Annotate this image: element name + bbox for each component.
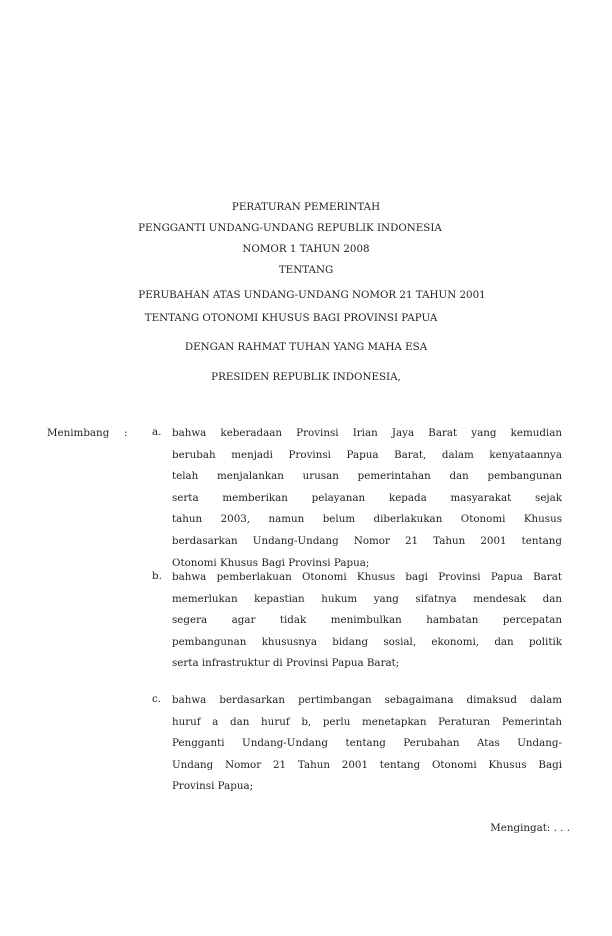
continuation-text: Mengingat: . . . xyxy=(490,822,570,834)
item-text-line: pembangunan khususnya bidang sosial, ekonomi, dan politik xyxy=(172,635,562,648)
item-text-line: Provinsi Papua; xyxy=(172,780,254,793)
title-line: TENTANG xyxy=(278,264,334,276)
title-line: PERUBAHAN ATAS UNDANG-UNDANG NOMOR 21 TAHUN 2001 xyxy=(138,289,486,301)
item-text-line: bahwa keberadaan Provinsi Irian Jaya Barat yang kemudian xyxy=(172,427,562,439)
considering-item xyxy=(152,570,562,678)
item-text-line: tahun 2003, namun belum diberlakukan Otonomi Khusus xyxy=(172,513,562,526)
item-text-line: segera agar tidak menimbulkan hambatan percepatan xyxy=(172,614,562,627)
invocation: DENGAN RAHMAT TUHAN YANG MAHA ESA xyxy=(184,341,428,353)
considering-colon: : xyxy=(124,427,128,439)
president-line: PRESIDEN REPUBLIK INDONESIA, xyxy=(211,371,401,383)
item-text-line: Otonomi Khusus Bagi Provinsi Papua; xyxy=(172,556,370,569)
title-line: PERATURAN PEMERINTAH xyxy=(231,201,381,213)
item-text-line: Undang Nomor 21 Tahun 2001 tentang Otonomi Khusus Bagi xyxy=(172,758,562,771)
item-text-line: Pengganti Undang-Undang tentang Perubahan Atas Undang- xyxy=(172,737,562,750)
title-line: TENTANG OTONOMI KHUSUS BAGI PROVINSI PAPUA xyxy=(144,312,438,324)
item-text-line: berubah menjadi Provinsi Papua Barat, dalam kenyataannya xyxy=(172,448,562,461)
item-text-line: huruf a dan huruf b, perlu menetapkan Peraturan Pemerintah xyxy=(172,715,562,728)
item-text-line: bahwa pemberlakuan Otonomi Khusus bagi Provinsi Papua Barat xyxy=(172,571,562,583)
item-marker: c. xyxy=(152,693,162,705)
item-text-line: memerlukan kepastian hukum yang sifatnya mendesak dan xyxy=(172,592,562,605)
considering-item xyxy=(152,693,562,801)
item-text-line: serta infrastruktur di Provinsi Papua Barat; xyxy=(172,657,400,670)
title-line: NOMOR 1 TAHUN 2008 xyxy=(242,243,370,255)
item-marker: a. xyxy=(152,426,162,438)
item-text-line: telah menjalankan urusan pemerintahan dan pembangunan xyxy=(172,470,562,483)
item-text-line: bahwa berdasarkan pertimbangan sebagaimana dimaksud dalam xyxy=(172,694,562,706)
item-text-line: berdasarkan Undang-Undang Nomor 21 Tahun 2001 tentang xyxy=(172,534,562,547)
considering-label: Menimbang xyxy=(47,427,110,439)
considering-item xyxy=(152,426,562,577)
item-text-line: serta memberikan pelayanan kepada masyarakat sejak xyxy=(172,491,562,504)
item-marker: b. xyxy=(152,570,162,582)
title-line: PENGGANTI UNDANG-UNDANG REPUBLIK INDONESIA xyxy=(138,222,442,234)
